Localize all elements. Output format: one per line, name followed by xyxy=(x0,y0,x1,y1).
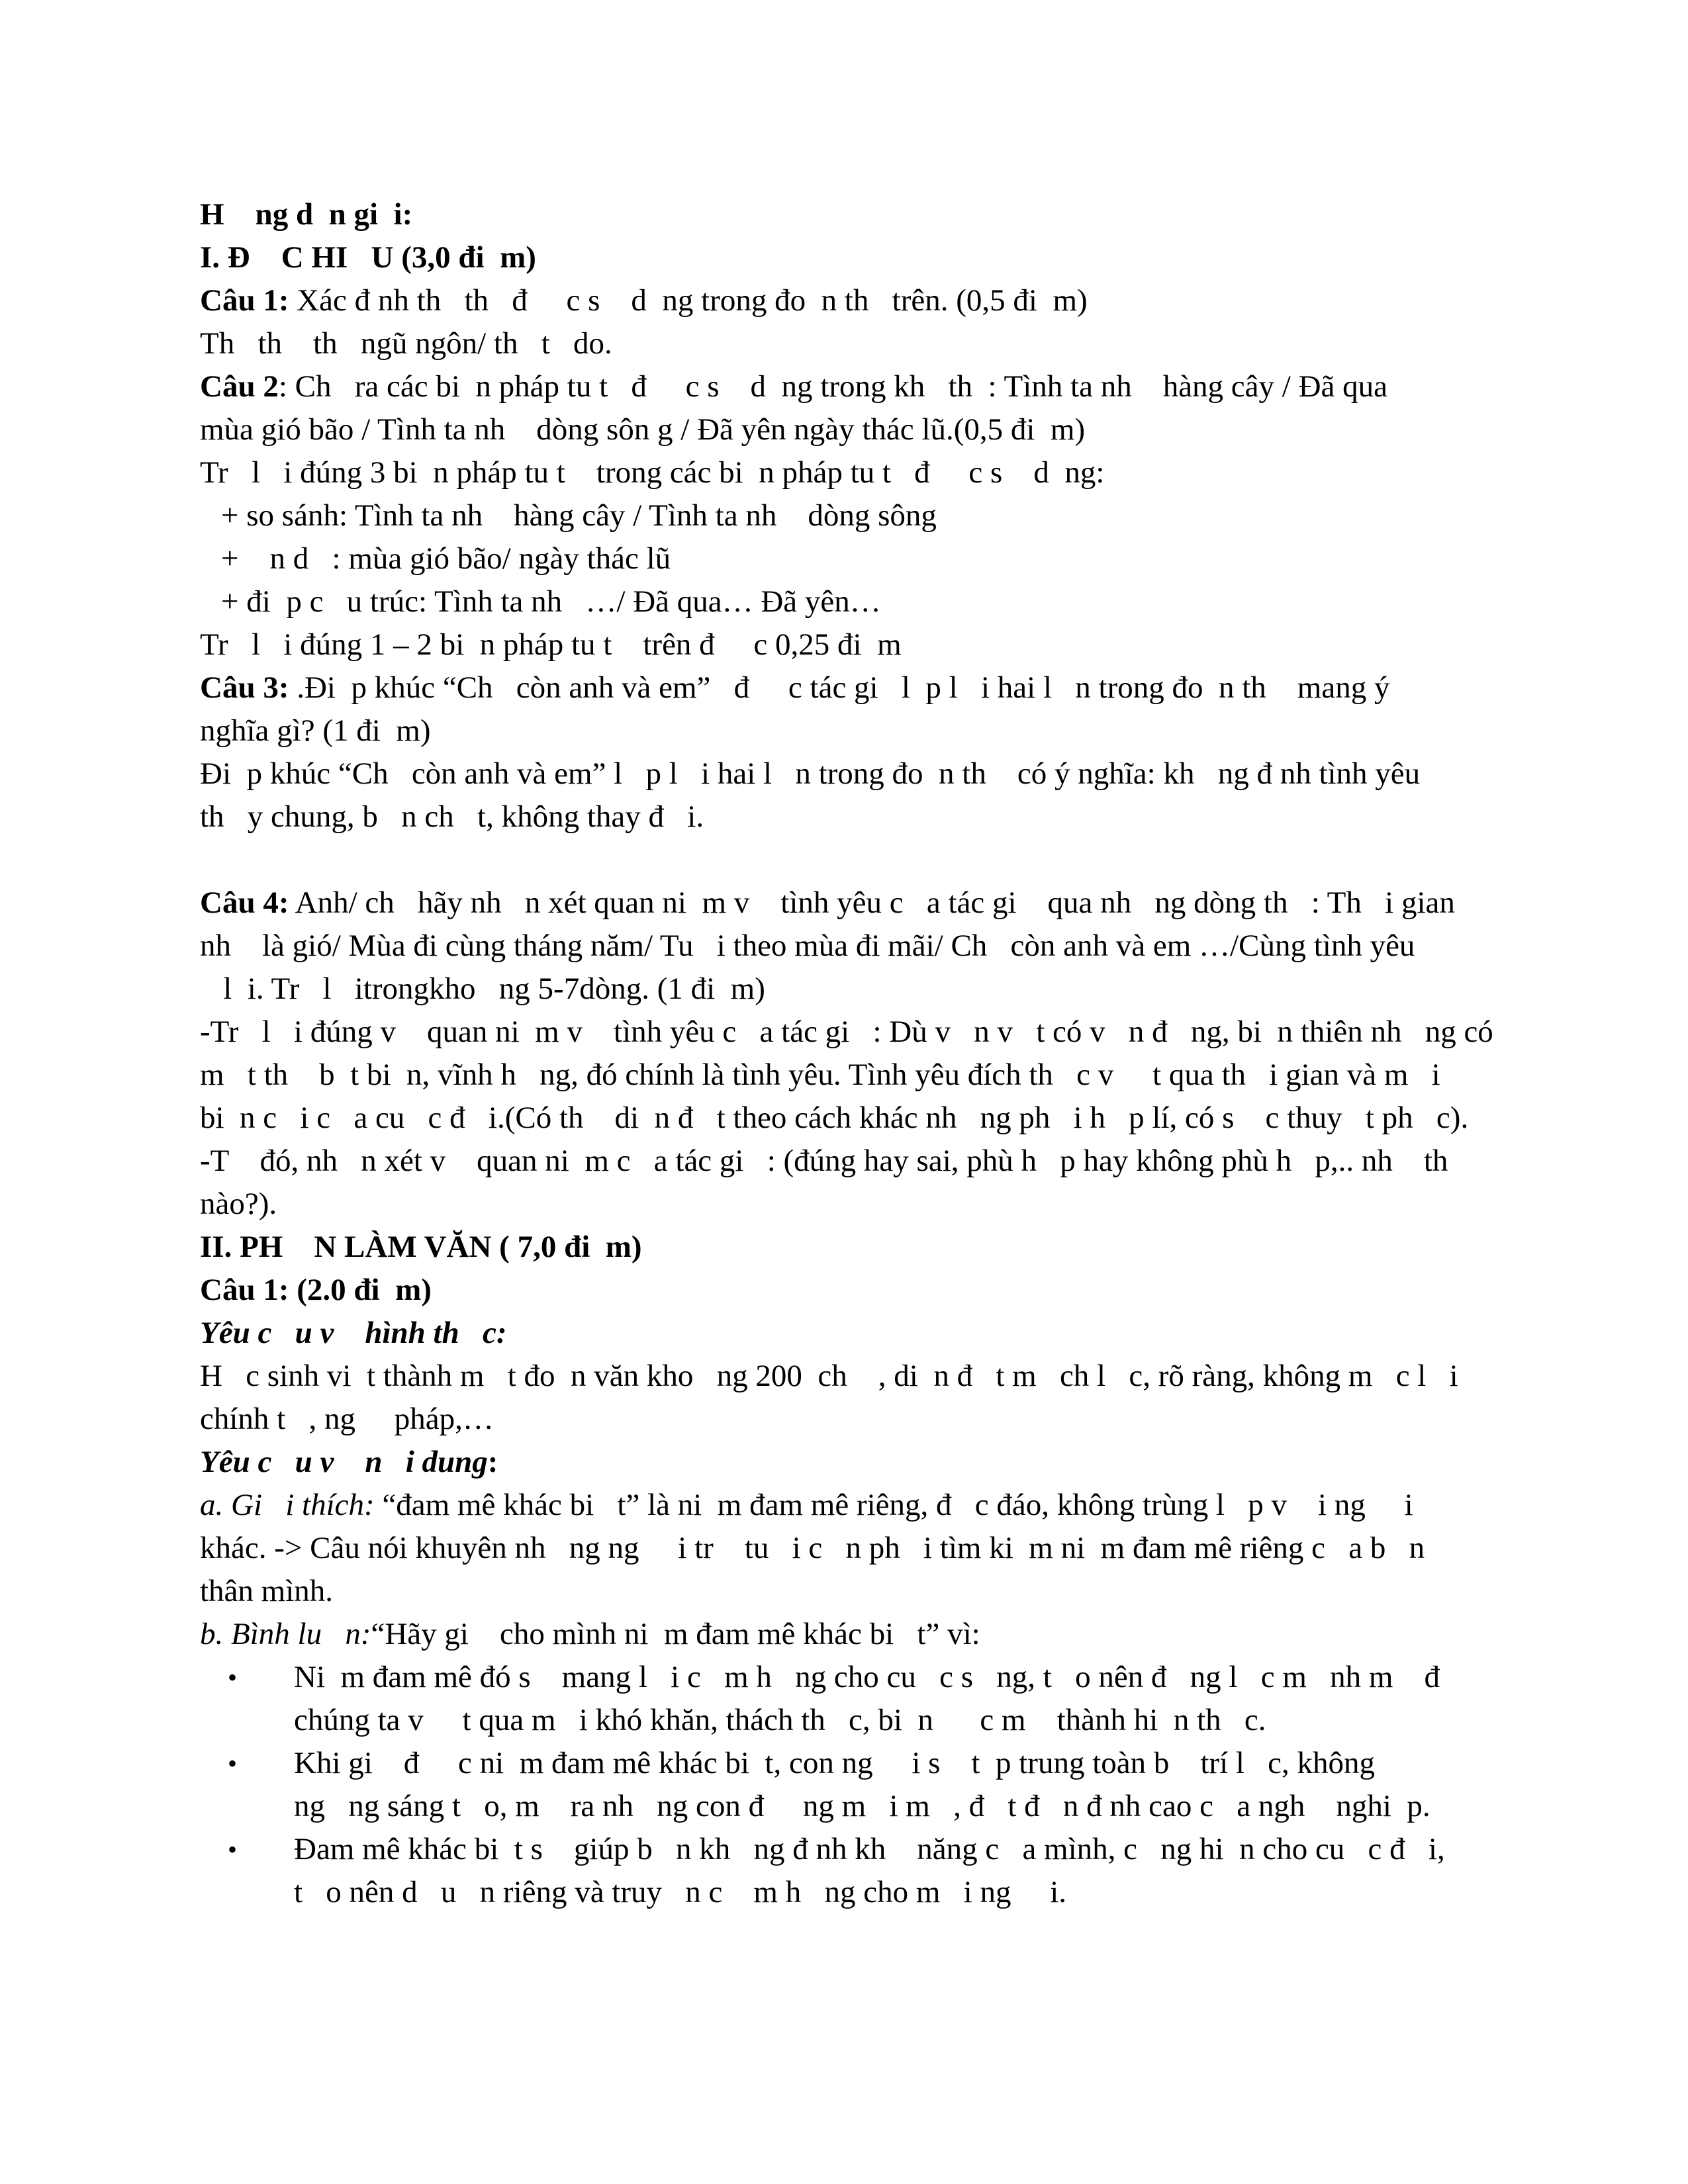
text-line xyxy=(200,1011,1524,1054)
text-line xyxy=(200,1570,1524,1613)
bullet-icon: • xyxy=(228,1749,238,1778)
text-line xyxy=(200,796,1524,839)
text-line xyxy=(200,451,1524,494)
text-run: chúng ta v t qua m i khó khăn, thách th c, bi n c m thành hi n th c. xyxy=(294,1703,1266,1737)
text-run: th y chung, b n ch t, không thay đ i. xyxy=(200,799,704,834)
text-run: nh là gió/ Mùa đi cùng tháng năm/ Tu i theo mùa đi mãi/ Ch còn anh và em …/Cùng tình yêu xyxy=(200,929,1415,963)
bold-text-run: Câu 4: xyxy=(200,886,289,920)
text-run: Xác đ nh th th đ c s d ng trong đo n th trên. (0,5 đi m) xyxy=(289,283,1088,318)
text-line xyxy=(200,1355,1524,1398)
text-line xyxy=(200,623,1524,666)
italic-text-run: a. Gi i thích: xyxy=(200,1488,375,1522)
text-line xyxy=(200,1312,1524,1355)
text-run: khác. -> Câu nói khuyên nh ng ng i tr tu i c n ph i tìm ki m ni m đam mê riêng c a b n xyxy=(200,1531,1425,1565)
text-line xyxy=(200,968,1524,1011)
bold-text-run: Câu 3: xyxy=(200,670,289,705)
text-run: l i. Tr l itrongkho ng 5-7dòng. (1 đi m) xyxy=(200,972,765,1006)
text-line xyxy=(200,580,1524,623)
text-run: Th th th ngũ ngôn/ th t do. xyxy=(200,326,612,361)
document-page xyxy=(200,193,1524,1914)
text-line xyxy=(200,1183,1524,1226)
text-line xyxy=(200,752,1524,796)
bold-italic-text-run: Yêu c u v n i dung xyxy=(200,1445,488,1479)
text-line xyxy=(200,1097,1524,1140)
text-run: Đam mê khác bi t s giúp b n kh ng đ nh kh năng c a mình, c ng hi n cho cu c đ i, xyxy=(294,1832,1445,1866)
text-line xyxy=(200,1613,1524,1656)
text-run: Đi p khúc “Ch còn anh và em” l p l i hai l n trong đo n th có ý nghĩa: kh ng đ nh tình yêu xyxy=(200,756,1421,791)
bold-text-run: Câu 1: (2.0 đi m) xyxy=(200,1273,432,1307)
text-line xyxy=(200,1699,1524,1742)
text-line xyxy=(200,1398,1524,1441)
text-run: ng ng sáng t o, m ra nh ng con đ ng m i m , đ t đ n đ nh cao c a ngh nghi p. xyxy=(294,1789,1430,1823)
text-run: nghĩa gì? (1 đi m) xyxy=(200,713,431,748)
text-run: + n d : mùa gió bão/ ngày thác lũ xyxy=(221,541,671,576)
text-run: .Đi p khúc “Ch còn anh và em” đ c tác gi l p l i hai l n trong đo n th mang ý xyxy=(289,670,1390,705)
text-line xyxy=(200,709,1524,752)
text-run: Khi gi đ c ni m đam mê khác bi t, con ng i s t p trung toàn b trí l c, không xyxy=(294,1746,1376,1780)
text-line xyxy=(200,1226,1524,1269)
text-line xyxy=(200,193,1524,236)
text-line xyxy=(200,1054,1524,1097)
bold-text-run: I. Đ C HI U (3,0 đi m) xyxy=(200,240,536,275)
text-run: t o nên d u n riêng và truy n c m h ng cho m i ng i. xyxy=(294,1875,1067,1909)
bold-text-run: H ng d n gi i: xyxy=(200,197,413,232)
bold-text-run: II. PH N LÀM VĂN ( 7,0 đi m) xyxy=(200,1230,642,1264)
text-line xyxy=(200,1785,1524,1828)
text-run: + đi p c u trúc: Tình ta nh …/ Đã qua… Đã yên… xyxy=(221,584,881,619)
text-line xyxy=(200,1484,1524,1527)
text-run: m t th b t bi n, vĩnh h ng, đó chính là tình yêu. Tình yêu đích th c v t qua th i gian và m i xyxy=(200,1058,1440,1092)
text-line xyxy=(200,1140,1524,1183)
text-line xyxy=(200,1441,1524,1484)
italic-text-run: b. Bình lu n: xyxy=(200,1617,371,1651)
text-line xyxy=(200,537,1524,580)
bullet-item xyxy=(200,1656,1524,1699)
text-run: H c sinh vi t thành m t đo n văn kho ng 200 ch , di n đ t m ch l c, rõ ràng, không m c l i xyxy=(200,1359,1458,1393)
text-line xyxy=(200,666,1524,709)
text-run: + so sánh: Tình ta nh hàng cây / Tình ta nh dòng sông xyxy=(221,498,937,533)
bold-text-run: Câu 1: xyxy=(200,283,289,318)
text-line xyxy=(200,1269,1524,1312)
text-line xyxy=(200,1527,1524,1570)
text-run: : Ch ra các bi n pháp tu t đ c s d ng trong kh th : Tình ta nh hàng cây / Đã qua xyxy=(278,369,1387,404)
text-run: nào?). xyxy=(200,1187,277,1221)
text-run: -Tr l i đúng v quan ni m v tình yêu c a tác gi : Dù v n v t có v n đ ng, bi n thiên nh ng có xyxy=(200,1015,1493,1049)
text-line xyxy=(200,494,1524,537)
text-run: Tr l i đúng 1 – 2 bi n pháp tu t trên đ c 0,25 đi m xyxy=(200,627,902,662)
text-line xyxy=(200,322,1524,365)
text-run: “Hãy gi cho mình ni m đam mê khác bi t” vì: xyxy=(371,1617,980,1651)
text-run: Ni m đam mê đó s mang l i c m h ng cho cu c s ng, t o nên đ ng l c m nh m đ xyxy=(294,1660,1440,1694)
text-line xyxy=(200,279,1524,322)
text-run: chính t , ng pháp,… xyxy=(200,1402,494,1436)
bullet-item xyxy=(200,1828,1524,1871)
text-run: -T đó, nh n xét v quan ni m c a tác gi : (đúng hay sai, phù h p hay không phù h p,.. nh th xyxy=(200,1144,1448,1178)
text-line xyxy=(200,236,1524,279)
text-line xyxy=(200,925,1524,968)
text-run: “đam mê khác bi t” là ni m đam mê riêng, đ c đáo, không trùng l p v i ng i xyxy=(374,1488,1413,1522)
text-run: Anh/ ch hãy nh n xét quan ni m v tình yêu c a tác gi qua nh ng dòng th : Th i gian xyxy=(289,886,1455,920)
bold-italic-text-run: Yêu c u v hình th c: xyxy=(200,1316,507,1350)
text-line xyxy=(200,882,1524,925)
text-run: Tr l i đúng 3 bi n pháp tu t trong các bi n pháp tu t đ c s d ng: xyxy=(200,455,1105,490)
bullet-icon: • xyxy=(228,1662,238,1692)
text-line xyxy=(200,365,1524,408)
bullet-icon: • xyxy=(228,1835,238,1864)
bold-text-run: : xyxy=(487,1445,498,1479)
text-line xyxy=(200,408,1524,451)
blank-line xyxy=(200,839,1524,882)
text-run: mùa gió bão / Tình ta nh dòng sôn g / Đã yên ngày thác lũ.(0,5 đi m) xyxy=(200,412,1086,447)
bullet-item xyxy=(200,1742,1524,1785)
text-line xyxy=(200,1871,1524,1914)
text-run: bi n c i c a cu c đ i.(Có th di n đ t theo cách khác nh ng ph i h p lí, có s c thuy t ph c). xyxy=(200,1101,1469,1135)
bold-text-run: Câu 2 xyxy=(200,369,279,404)
text-run: thân mình. xyxy=(200,1574,334,1608)
